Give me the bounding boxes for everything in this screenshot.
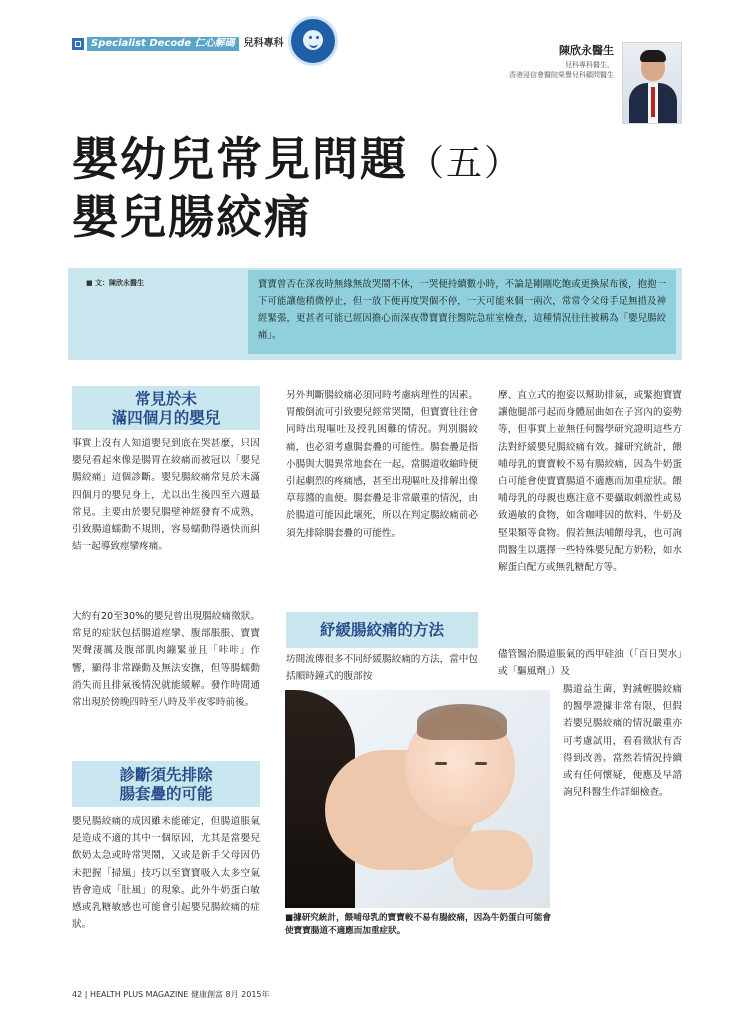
article-title-line-2: 嬰兒腸絞痛 xyxy=(72,190,312,244)
article-author: ■ 文：陳欣永醫生 xyxy=(86,279,145,287)
body-paragraph: 嬰兒腸絞痛的成因雖未能確定，但腸道脹氣是造成不適的其中一個原因，尤其是當嬰兒飲奶太急或時常哭鬧，又或是新手父母因仍未把握「掃風」技巧以至寶寶吸入太多空氣皆會造成「肚風」的現象。此外牛奶蛋白敏感或乳糖敏感也可能會引起嬰兒腸絞痛的症狀。 xyxy=(72,816,260,931)
title-main: 嬰幼兒常見問題 xyxy=(72,132,408,186)
intro-paragraph: 寶寶曾否在深夜時無緣無故哭鬧不休，一哭便持續數小時，不論是剛剛吃飽或更換尿布後，抱抱一下可能讓他稍微停止，但一放下便再度哭個不停，一天可能來個一兩次，常常令父母手足無措及神經緊張，更甚者可能已經因擔心而深夜帶寶寶往醫院急症室檢查，這種情況往往被稱為「嬰兒腸絞痛」。 xyxy=(248,270,676,354)
column-tag: Specialist Decode 仁心解碼 xyxy=(87,37,239,51)
body-paragraph: 另外判斷腸絞痛必須同時考慮病理性的因素。胃酸倒流可引致嬰兒經常哭鬧，但寶寶往往會同時出現嘔吐及授乳困難的情況。判別腸絞痛，也必須考慮腸套疊的可能性。腸套疊是指小腸與大腸異常地套在一起，當腸道收縮時便引起劇烈的疼痛感，甚至出現嘔吐及排解出像草莓醬的血便。腸套疊是非常嚴重的情況，由於腸道可能因此壞死，所以在判定腸絞痛前必須先排除腸套疊的可能性。 xyxy=(286,390,478,539)
section-grid-icon xyxy=(72,38,84,50)
article-title-line-1 xyxy=(72,131,632,192)
doctor-portrait xyxy=(622,42,682,124)
smiling-baby-logo-icon xyxy=(288,16,338,66)
doctor-credential-line: 香港浸信會醫院榮譽兒科顧問醫生 xyxy=(509,71,614,79)
subheading-line: 診斷須先排除 xyxy=(119,766,213,784)
section-header xyxy=(72,37,284,51)
subheading-common-age xyxy=(72,390,260,428)
body-paragraph: 摩、直立式的抱姿以幫助排氣，或緊抱寶寶讓他腿部弓起而身體屈曲如在子宮內的姿勢等，但事實上並無任何醫學研究證明這些方法對紓緩嬰兒腸絞痛有效。據研究統計，餵哺母乳的寶寶較不易有腸絞痛，因為牛奶蛋白可能會使寶寶腸道不適應而加重症狀。餵哺母乳的母親也應注意不要攝取刺激性或易致過敏的食物，如含咖啡因的飲料、牛奶及堅果類等食物。假若無法哺餵母乳，也可詢問醫生以選擇一些特殊嬰兒配方奶粉，如水解蛋白配方或無乳糖配方等。 xyxy=(498,390,682,574)
doctor-credentials xyxy=(454,60,614,80)
doctor-credential-line: 兒科專科醫生、 xyxy=(565,61,614,69)
doctor-name: 陳欣永醫生 xyxy=(559,44,614,57)
title-part-number: （五） xyxy=(408,143,523,184)
subheading-line: 常見於未 xyxy=(134,390,197,408)
body-paragraph: 儘管醫治腸道脹氣的西甲硅油（「百日哭水」或「驅風劑」）及 xyxy=(498,649,682,678)
body-paragraph: 腸道益生菌，對減輕腸絞痛的醫學證據非常有限，但假若嬰兒腸絞痛的情況嚴重亦可考慮試用，看看徵狀有否得到改善。當然若情況持續或有任何懷疑，便應及早諮詢兒科醫生作詳細檢查。 xyxy=(563,684,682,799)
subheading-line: 腸套疊的可能 xyxy=(119,785,213,803)
page-footer: 42 | HEALTH PLUS MAGAZINE 健康創富 8月 2015年 xyxy=(72,990,270,999)
body-paragraph: 事實上沒有人知道嬰兒到底在哭甚麼，只因嬰兒看起來像是腸胃在絞痛而被冠以「嬰兒腸絞痛」這個診斷。嬰兒腸絞痛常見於未滿四個月的嬰兒身上，尤以出生後四至六週最常見。主要由於嬰兒腸壁神經發育不成熟，引致腸道蠕動不規則，容易蠕動得過快而糾結一起導致痙攣疼痛。 xyxy=(72,438,260,553)
subheading-diagnosis xyxy=(72,766,260,804)
body-paragraph: 坊間流傳很多不同紓緩腸絞痛的方法，當中包括順時鐘式的腹部按 xyxy=(286,654,478,683)
mother-and-baby-photo xyxy=(285,690,550,908)
body-paragraph: 大約有20至30%的嬰兒曾出現腸絞痛徵狀。常見的症狀包括腸道痙攣、腹部脹脹、寶寶哭聲淒厲及腹部肌肉繃緊並且「咔咔」作響，顯得非常躁動及無法安撫，但等腸蠕動消失而且排氣後情況就能緩解。發作時間通常出現於傍晚四時至八時及半夜零時前後。 xyxy=(72,611,260,709)
subheading-line: 滿四個月的嬰兒 xyxy=(111,409,221,427)
photo-caption: ■據研究統計，餵哺母乳的寶寶較不易有腸絞痛，因為牛奶蛋白可能會使寶寶腸道不適應而加重症狀。 xyxy=(285,913,551,936)
subheading-relief-methods: 紓緩腸絞痛的方法 xyxy=(286,612,478,648)
section-name: 兒科專科 xyxy=(243,38,284,49)
